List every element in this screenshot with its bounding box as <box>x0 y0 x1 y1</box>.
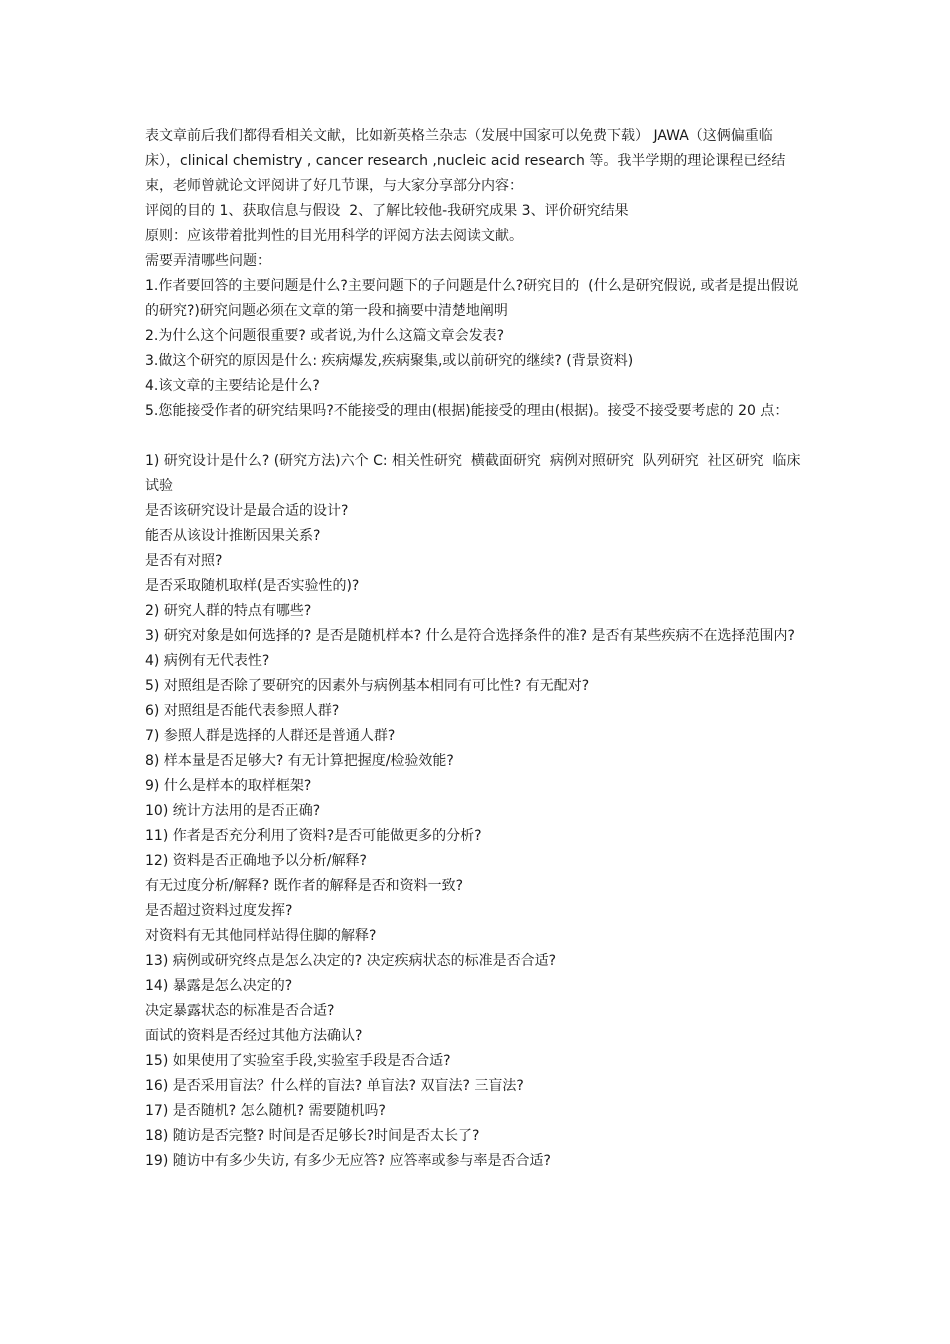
point-item: 14) 暴露是怎么决定的? <box>145 978 293 994</box>
point-item: 15) 如果使用了实验室手段,实验室手段是否合适? <box>145 1053 451 1069</box>
point-item: 面试的资料是否经过其他方法确认? <box>145 1028 363 1044</box>
question-item: 3.做这个研究的原因是什么: 疾病爆发,疾病聚集,或以前研究的继续? (背景资料) <box>145 353 634 369</box>
point-item: 对资料有无其他同样站得住脚的解释? <box>145 928 377 944</box>
blank-spacer <box>145 424 807 449</box>
question-item: 1.作者要回答的主要问题是什么?主要问题下的子问题是什么?研究目的 (什么是研究假说, 或者是提出假说的研究?)研究问题必须在文章的第一段和摘要中清楚地阐明 <box>145 278 799 319</box>
point-item: 17) 是否随机? 怎么随机? 需要随机吗? <box>145 1103 386 1119</box>
point-item: 3) 研究对象是如何选择的? 是否是随机样本? 什么是符合选择条件的准? 是否有某些疾病不在选择范围内? <box>145 628 795 644</box>
point-item: 7) 参照人群是选择的人群还是普通人群? <box>145 728 396 744</box>
point-item: 是否超过资料过度发挥? <box>145 903 293 919</box>
point-item: 能否从该设计推断因果关系? <box>145 528 321 544</box>
point-item: 11) 作者是否充分利用了资料?是否可能做更多的分析? <box>145 828 482 844</box>
point-item: 13) 病例或研究终点是怎么决定的? 决定疾病状态的标准是否合适? <box>145 953 557 969</box>
point-item: 5) 对照组是否除了要研究的因素外与病例基本相同有可比性? 有无配对? <box>145 678 590 694</box>
question-item: 2.为什么这个问题很重要? 或者说,为什么这篇文章会发表? <box>145 328 505 344</box>
point-item: 1) 研究设计是什么? (研究方法)六个 C: 相关性研究 横截面研究 病例对照研究 队列研究 社区研究 临床试验 <box>145 453 801 494</box>
principle-line: 原则：应该带着批判性的目光用科学的评阅方法去阅读文献。 <box>145 228 523 244</box>
point-item: 16) 是否采用盲法？什么样的盲法? 单盲法? 双盲法? 三盲法? <box>145 1078 524 1094</box>
point-item: 决定暴露状态的标准是否合适? <box>145 1003 335 1019</box>
document-body <box>145 124 807 1174</box>
point-item: 19) 随访中有多少失访, 有多少无应答? 应答率或参与率是否合适? <box>145 1153 551 1169</box>
point-item: 9) 什么是样本的取样框架? <box>145 778 312 794</box>
point-item: 6) 对照组是否能代表参照人群? <box>145 703 340 719</box>
point-item: 4) 病例有无代表性? <box>145 653 270 669</box>
point-item: 2) 研究人群的特点有哪些? <box>145 603 312 619</box>
question-item: 5.您能接受作者的研究结果吗?不能接受的理由(根据)能接受的理由(根据)。接受不接受要考虑的 20 点： <box>145 403 789 419</box>
question-item: 4.该文章的主要结论是什么? <box>145 378 320 394</box>
review-purpose-line: 评阅的目的 1、获取信息与假设 2、了解比较他-我研究成果 3、评价研究结果 <box>145 203 629 219</box>
questions-heading: 需要弄清哪些问题： <box>145 253 271 269</box>
point-item: 8) 样本量是否足够大? 有无计算把握度/检验效能? <box>145 753 454 769</box>
point-item: 是否该研究设计是最合适的设计? <box>145 503 349 519</box>
point-item: 18) 随访是否完整? 时间是否足够长?时间是否太长了? <box>145 1128 480 1144</box>
point-item: 12) 资料是否正确地予以分析/解释? <box>145 853 367 869</box>
point-item: 是否有对照? <box>145 553 223 569</box>
intro-paragraph: 表文章前后我们都得看相关文献，比如新英格兰杂志（发展中国家可以免费下载） JAWA（这俩偏重临床），clinical chemistry , cancer research ,nucleic acid research 等。我半学期的理论课程已经结束，老师曾就论文评阅讲了好几节课，与大家分享部分内容： <box>145 128 786 194</box>
point-item: 10) 统计方法用的是否正确? <box>145 803 321 819</box>
point-item: 有无过度分析/解释? 既作者的解释是否和资料一致? <box>145 878 464 894</box>
point-item: 是否采取随机取样(是否实验性的)? <box>145 578 360 594</box>
